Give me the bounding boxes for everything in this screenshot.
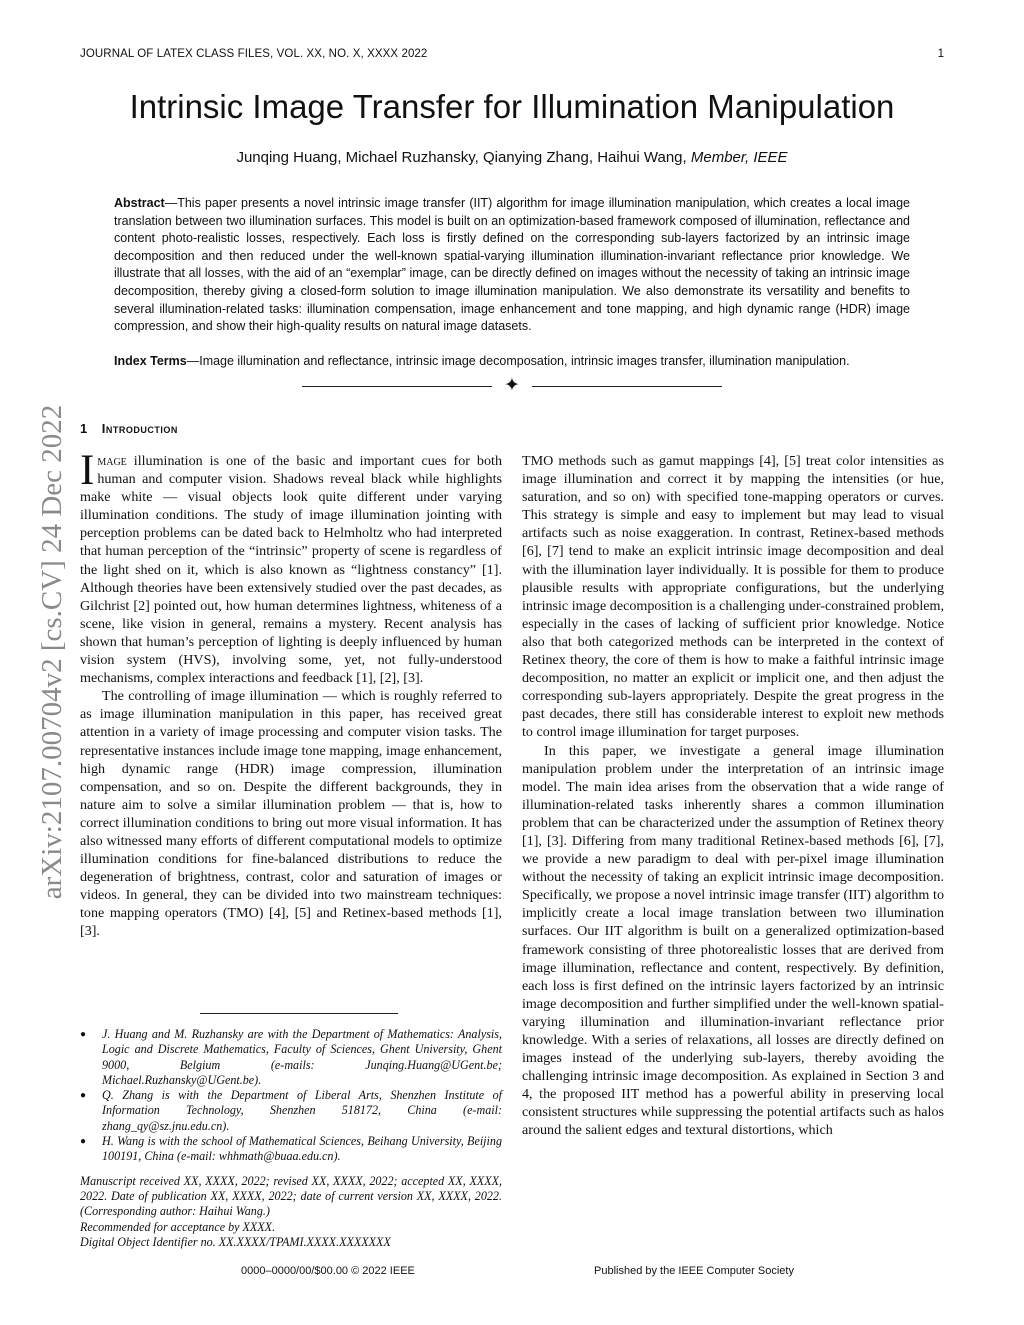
footer-copyright: 0000–0000/00/$00.00 © 2022 IEEE [241, 1265, 415, 1277]
paper-title: Intrinsic Image Transfer for Illumination Manipulation [129, 88, 895, 125]
footnotes [80, 1027, 502, 1250]
running-head: JOURNAL OF LATEX CLASS FILES, VOL. XX, NO. X, XXXX 2022 [80, 48, 428, 60]
affiliation-note: Q. Zhang is with the Department of Liberal Arts, Shenzhen Institute of Information Technology, Shenzhen 518172, China (e-mail: zhang_qy@sz.jnu.edu.cn). [102, 1088, 502, 1133]
affiliation-note: J. Huang and M. Ruzhansky are with the Department of Mathematics: Analysis, Logic and Discrete Mathematics, Faculty of Sciences, Ghent University, Ghent 9000, Belgium (e-mails: Junqing.Huang@UGent.be; Michael.Ruzhansky@UGent.be). [102, 1027, 502, 1087]
bullet-icon: ● [80, 1136, 87, 1148]
doi-note: Digital Object Identifier no. XX.XXXX/TPAMI.XXXX.XXXXXXX [80, 1234, 391, 1249]
author-membership: Member, IEEE [690, 149, 788, 166]
divider-rule-right [532, 386, 722, 387]
paragraph [80, 447, 502, 687]
section-title: Introduction [101, 421, 178, 436]
author-line [0, 149, 1024, 166]
paragraph: The controlling of image illumination — which is roughly referred to as image illumination manipulation in this paper, has received great attention in a variety of image processing and computer vision tasks. The representative instances include image tone mapping, image enhancement, high dynamic range (HDR) image compression, illumination compensation, and so on. Despite the different backgrounds, they in nature aim to solve a similar illumination problem — that is, how to correct illumination conditions to bring out more visual information. It has also witnessed many efforts of different computational models to optimize illumination conditions for fine-balanced distributions to reduce the degeneration of brightness, contrast, color and saturation of images or videos. In general, they can be divided into two mainstream techniques: tone mapping operators (TMO) [4], [5] and Retinex-based methods [1], [3]. [80, 688, 502, 940]
author-names: Junqing Huang, Michael Ruzhansky, Qianying Zhang, Haihui Wang, [236, 149, 687, 166]
footnote-item [80, 1134, 502, 1165]
body-column-right [522, 452, 944, 1140]
abstract-label: Abstract [114, 196, 165, 210]
divider-star-icon: ✦ [504, 375, 520, 396]
paragraph-text: illumination is one of the basic and important cues for both human and computer vision. Shadows reveal black while highlights make white — visual objects look quite different under varying illumination conditions. The study of image illumination jointing with perception problems can be dated back to Helmholtz who had interpreted that human perception of the “intrinsic” property of scene is regardless of the light shed on it, which is also known as “lightness constancy” [1]. Although theories have been extensively studied over the past decades, as Gilchrist [2] pointed out, how human determines lightness, whiteness of a scene, like vision in general, remains a mystery. Recent analysis has shown that human’s perception of lighting is deeply influenced by human vision system (HVS), involving some, yet, not fully-understood mechanisms, complex interactions and feedback [1], [2], [3]. [80, 453, 502, 687]
abstract-text: —This paper presents a novel intrinsic image transfer (IIT) algorithm for image illumination manipulation, which creates a local image translation between two illumination surfaces. This model is built on an optimization-based framework composed of illumination, reflectance and content photo-realistic losses, respectively. Each loss is firstly defined on the corresponding sub-layers factorized by an intrinsic image decomposition and then reduced under the well-known spatial-varying illumination illumination-invariant reflectance prior knowledge. We illustrate that all losses, with the aid of an “exemplar” image, can be directly defined on images without the necessity of taking an intrinsic image decomposition, thereby giving a closed-form solution to image illumination manipulation. We also demonstrate its versatility and benefits to several illumination-related tasks: illumination compensation, image enhancement and tone mapping, and high dynamic range (HDR) image compression, and show their high-quality results on natural image datasets. [114, 196, 910, 334]
footnote-item [80, 1088, 502, 1134]
abstract [114, 195, 910, 336]
paragraph: TMO methods such as gamut mappings [4], [5] treat color intensities as image illumination and correct it by mapping the intensities (or hue, saturation, and so on) with specified tone-mapping operators or curves. This strategy is simple and easy to implement but may lead to visual artifacts such as noise exaggeration. In contrast, Retinex-based methods [6], [7] tend to make an explicit intrinsic image decomposition and deal with the illumination layer individually. It is possible for them to produce plausible results with appropriate configurations, but the underlying intrinsic image decomposition is a challenging under-constrained problem, especially in the cases of lacking of sufficient prior knowledge. Notice also that both categorized methods can be interpreted in the context of Retinex theory, the core of them is how to make a faithful intrinsic image decomposition, no matter an explicit or implicit one, and then adjust the corresponding sub-layers appropriately. Despite the great progress in the past decades, there still has considerable interest to exploit new methods to control image illumination for target purposes. [522, 453, 944, 741]
index-terms-text: —Image illumination and reflectance, intrinsic image decomposation, intrinsic images transfer, illumination manipulation. [186, 354, 850, 368]
divider-rule-left [302, 386, 492, 387]
section-number: 1 [80, 421, 88, 436]
index-terms [114, 353, 910, 370]
arxiv-stamp: arXiv:2107.00704v2 [cs.CV] 24 Dec 2022 [36, 404, 68, 900]
section-heading [80, 421, 178, 436]
page-number: 1 [937, 48, 944, 60]
recommended-note: Recommended for acceptance by XXXX. [80, 1219, 276, 1234]
lead-word: mage [97, 453, 127, 469]
drop-cap: I [80, 447, 95, 494]
paragraph: In this paper, we investigate a general image illumination manipulation problem under the interpretation of an intrinsic image model. The main idea arises from the observation that a wide range of illumination-related tasks inherently shares a common illumination problem that can be characterized under the assumption of Retinex theory [1], [3]. Differing from many traditional Retinex-based methods [6], [7], we provide a new paradigm to deal with per-pixel image illumination without the necessity of taking an explicit intrinsic image decomposition. Specifically, we propose a novel intrinsic image transfer (IIT) algorithm to implicitly create a local image translation between two illumination surfaces. Our IIT algorithm is built on a generalized optimization-based framework consisting of three photorealistic losses that are derived from image illumination, reflectance and content, respectively. By definition, each loss is first defined on the intrinsic layers factorized by an intrinsic image decomposition and further simplified under the well-known spatial-varying illumination and illumination-invariant reflectance prior knowledge. With a series of relaxations, all losses are directly defined on images instead of the underlying sub-layers, thereby avoiding the challenging intrinsic image decomposition. As explained in Section 3 and 4, the proposed IIT method has a powerful ability in preserving local consistent structures while suppressing the potential artifacts such as halos around the salient edges and textural distortions, which [522, 742, 944, 1139]
bullet-icon: ● [80, 1029, 87, 1040]
footnote-item [80, 1027, 502, 1088]
manuscript-note: Manuscript received XX, XXXX, 2022; revised XX, XXXX, 2022; accepted XX, XXXX, 2022. Date of publication XX, XXXX, 2022; date of current version XX, XXXX, 2022. (Corresponding author: Haihui Wang.) [80, 1173, 502, 1219]
affiliation-note: H. Wang is with the school of Mathematical Sciences, Beihang University, Beijing 100191, China (e-mail: whhmath@buaa.edu.cn). [102, 1134, 502, 1164]
footer-publisher: Published by the IEEE Computer Society [594, 1265, 794, 1277]
body-column-left [80, 447, 502, 941]
bullet-icon: ● [80, 1090, 87, 1102]
index-terms-label: Index Terms [114, 354, 187, 368]
footnote-rule [200, 1013, 398, 1014]
